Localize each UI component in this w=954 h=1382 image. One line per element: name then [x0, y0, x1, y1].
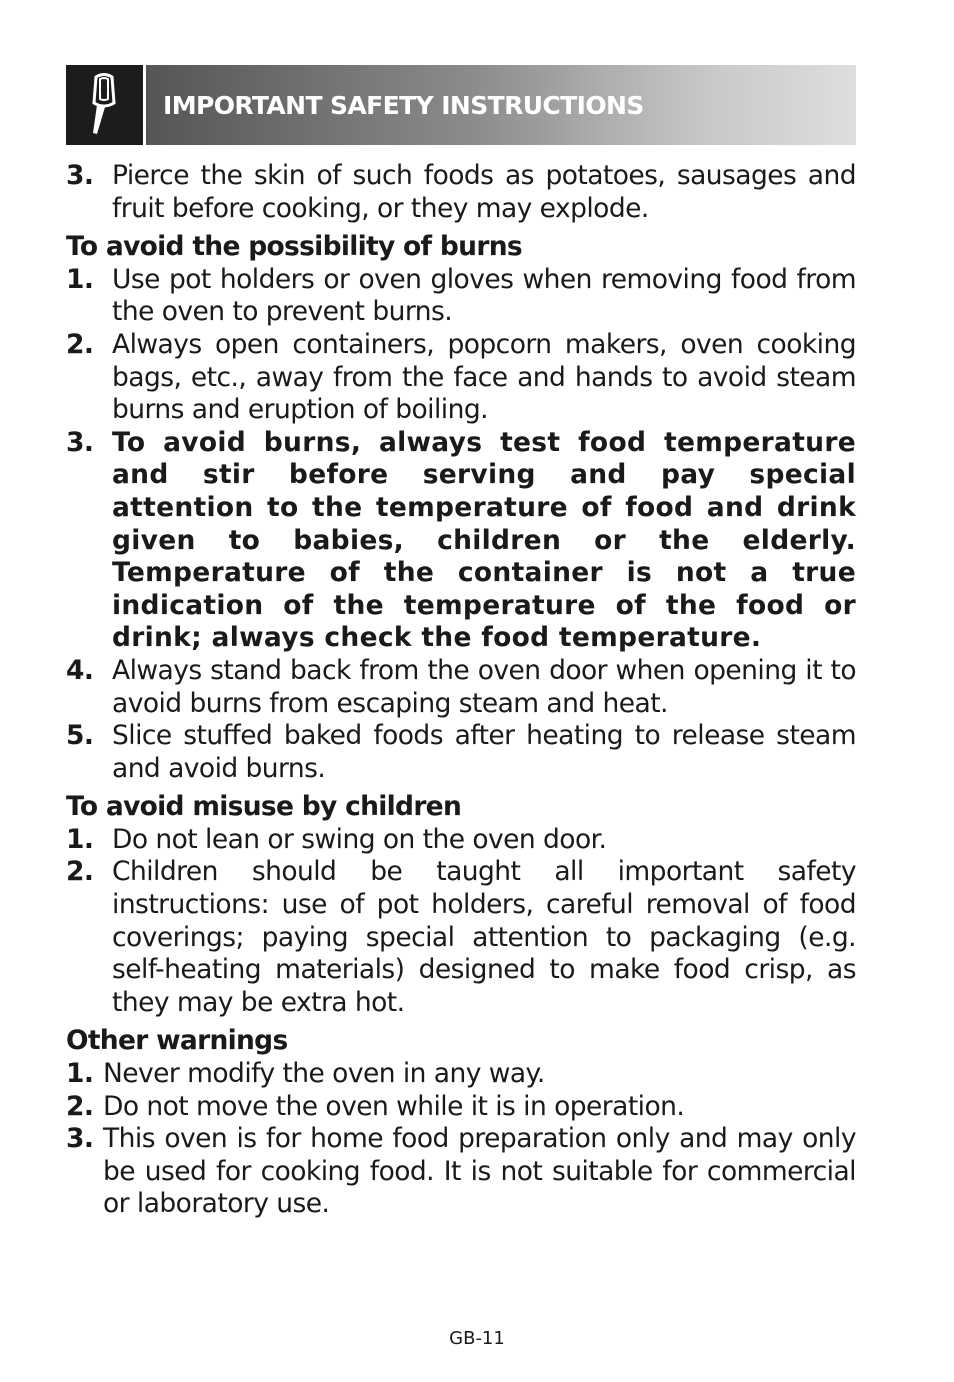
list-item — [66, 1123, 856, 1221]
list-item — [66, 824, 856, 857]
safety-banner — [66, 65, 856, 145]
pen-caution-icon — [86, 73, 122, 137]
banner-bar — [146, 65, 856, 145]
item-number: 2. — [66, 328, 94, 360]
item-text: Pierce the skin of such foods as potatoes, sausages and fruit before cooking, or they may explode. — [112, 160, 856, 224]
list-item — [66, 1091, 856, 1124]
item-text: Always open containers, popcorn makers, oven cooking bags, etc., away from the face and hands to avoid steam burns and eruption of boiling. — [112, 328, 856, 426]
list-item — [66, 856, 856, 1019]
list-item — [66, 329, 856, 427]
item-number: 1. — [66, 263, 94, 295]
item-text: Children should be taught all important safety instructions: use of pot holders, careful removal of food coverings; paying special attention to packaging (e.g. self-heating materials) designed to make food crisp, as they may be extra hot. — [112, 856, 856, 1018]
list-item — [66, 720, 856, 785]
item-number: 5. — [66, 720, 94, 752]
item-number: 1. — [66, 1058, 94, 1090]
item-text: Use pot holders or oven gloves when removing food from the oven to prevent burns. — [112, 263, 856, 328]
banner-icon-box — [66, 65, 143, 145]
list-item — [66, 1058, 856, 1091]
item-number: 4. — [66, 654, 94, 686]
page-number: GB-11 — [449, 1328, 505, 1349]
item-number: 1. — [66, 823, 94, 855]
item-number: 2. — [66, 856, 94, 888]
item-text: Never modify the oven in any way. — [103, 1058, 545, 1090]
banner-title: IMPORTANT SAFETY INSTRUCTIONS — [163, 90, 644, 120]
section-heading-burns: To avoid the possibility of burns — [66, 231, 522, 263]
item-text-emphasis: To avoid burns, always test food temperature and stir before serving and pay special attention to the temperature of food and drink given to babies, children or the elderly. Temperature of the container is not a true indication of the temperature of the food or drink; always check the food temperature. — [112, 426, 856, 654]
item-number: 3. — [66, 160, 94, 191]
item-text: Always stand back from the oven door when opening it to avoid burns from escaping steam and heat. — [112, 654, 856, 719]
item-text: Slice stuffed baked foods after heating to release steam and avoid burns. — [112, 720, 856, 784]
list-item — [66, 264, 856, 329]
list-item — [66, 655, 856, 720]
section-heading-other: Other warnings — [66, 1025, 288, 1057]
item-text: This oven is for home food preparation only and may only be used for cooking food. It is not suitable for commercial or laboratory use. — [103, 1123, 856, 1220]
item-number: 3. — [66, 1123, 94, 1155]
instructions-content — [66, 160, 856, 1221]
list-item — [66, 427, 856, 655]
item-number: 3. — [66, 426, 94, 458]
item-number: 2. — [66, 1090, 94, 1122]
item-text: Do not move the oven while it is in operation. — [103, 1090, 685, 1122]
list-item — [66, 160, 856, 225]
section-heading-children: To avoid misuse by children — [66, 791, 462, 823]
item-text: Do not lean or swing on the oven door. — [112, 823, 607, 855]
